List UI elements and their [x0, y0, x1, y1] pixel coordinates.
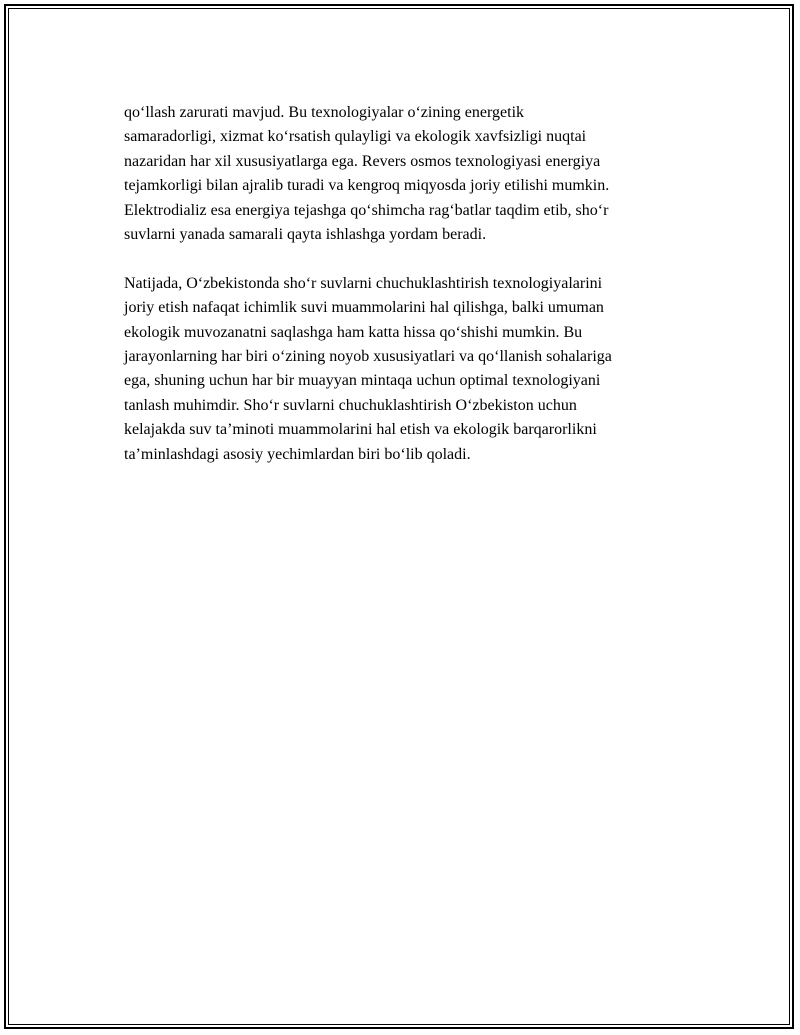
text-line: ega, shuning uchun har bir muayyan mintaqa uchun optimal texnologiyani — [124, 372, 601, 390]
paragraph-2 — [124, 272, 694, 467]
text-line: suvlarni yanada samarali qayta ishlashga yordam beradi. — [124, 226, 487, 244]
text-line: tejamkorligi bilan ajralib turadi va kengroq miqyosda joriy etilishi mumkin. — [124, 177, 610, 195]
text-line: ta’minlashdagi asosiy yechimlardan biri bo‘lib qoladi. — [124, 445, 471, 463]
text-line: Elektrodializ esa energiya tejashga qo‘shimcha rag‘batlar taqdim etib, sho‘r — [124, 201, 609, 219]
text-line: samaradorligi, xizmat ko‘rsatish qulayligi va ekologik xavfsizligi nuqtai — [124, 128, 587, 146]
text-line: kelajakda suv ta’minoti muammolarini hal etish va ekologik barqarorlikni — [124, 421, 597, 439]
text-line: joriy etish nafaqat ichimlik suvi muammolarini hal qilishga, balki umuman — [124, 299, 604, 317]
text-line: Natijada, O‘zbekistonda sho‘r suvlarni chuchuklashtirish texnologiyalarini — [124, 274, 603, 292]
text-line: ekologik muvozanatni saqlashga ham katta hissa qo‘shishi mumkin. Bu — [124, 323, 583, 341]
text-line: nazaridan har xil xususiyatlarga ega. Revers osmos texnologiyasi energiya — [124, 152, 601, 170]
document-body — [124, 101, 694, 467]
text-line: qo‘llash zarurati mavjud. Bu texnologiyalar o‘zining energetik — [124, 104, 525, 121]
text-line: jarayonlarning har biri o‘zining noyob xususiyatlari va qo‘llanish sohalariga — [124, 348, 612, 366]
page-border — [4, 4, 794, 1029]
paragraph-1 — [124, 101, 694, 247]
text-line: tanlash muhimdir. Sho‘r suvlarni chuchuklashtirish O‘zbekiston uchun — [124, 396, 577, 414]
